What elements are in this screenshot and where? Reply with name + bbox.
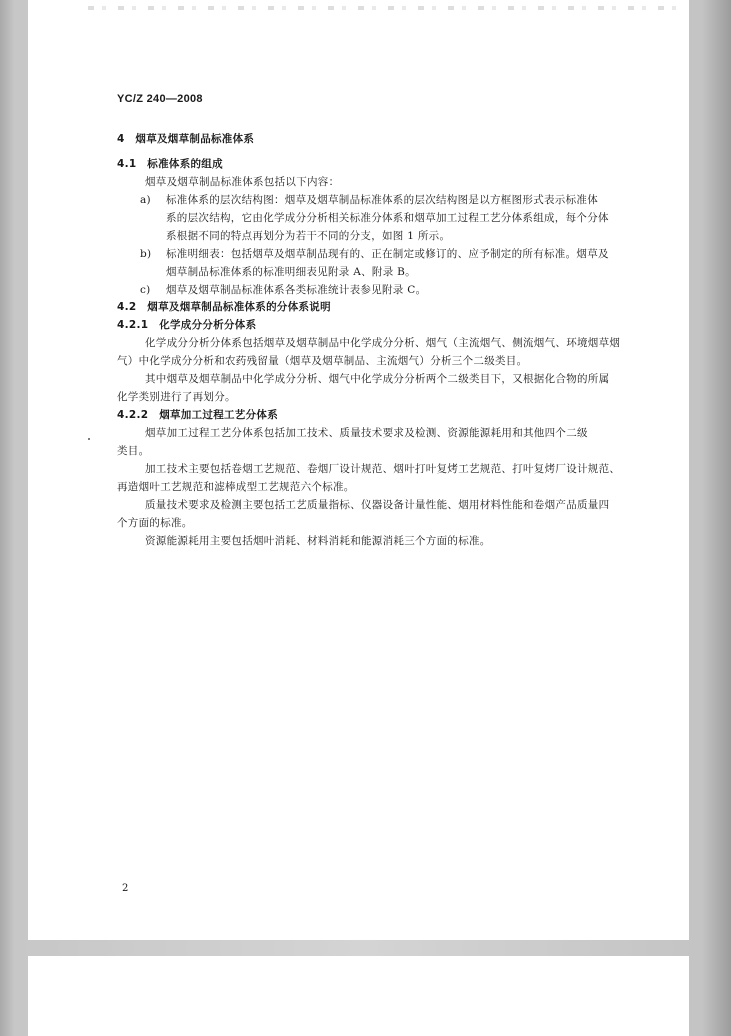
list-item-b-line2: 烟草制品标准体系的标准明细表见附录 A、附录 B。	[166, 266, 416, 278]
paragraph-4-2-2-p4-line1: 资源能源耗用主要包括烟叶消耗、材料消耗和能源消耗三个方面的标准。	[145, 535, 491, 547]
section-4-2-heading: 4.2 烟草及烟草制品标准体系的分体系说明	[117, 301, 331, 313]
paragraph-4-2-1-p1-line1: 化学成分分析分体系包括烟草及烟草制品中化学成分分析、烟气（主流烟气、侧流烟气、环境烟草烟	[145, 337, 621, 349]
paragraph-4-2-1-p1-line2: 气）中化学成分分析和农药残留量（烟草及烟草制品、主流烟气）分析三个二级类目。	[117, 355, 528, 367]
scan-speck	[88, 438, 90, 440]
list-item-b-line1: 标准明细表：包括烟草及烟草制品现有的、正在制定或修订的、应予制定的所有标准。烟草及	[166, 248, 609, 260]
paragraph-4-2-2-p2-line2: 再造烟叶工艺规范和滤棒成型工艺规范六个标准。	[117, 481, 355, 493]
paragraph-4-2-1-p2-line2: 化学类别进行了再划分。	[117, 391, 236, 403]
section-4-2-1-heading: 4.2.1 化学成分分析分体系	[117, 319, 257, 331]
standard-code: YC/Z 240—2008	[117, 93, 203, 105]
section-4-heading: 4 烟草及烟草制品标准体系	[117, 133, 255, 145]
list-marker-b: b)	[140, 248, 152, 260]
list-item-a-line1: 标准体系的层次结构图：烟草及烟草制品标准体系的层次结构图是以方框图形式表示标准体	[166, 194, 598, 206]
next-page-preview	[28, 956, 689, 1036]
list-marker-c: c)	[140, 284, 151, 296]
list-item-c-line1: 烟草及烟草制品标准体系各类标准统计表参见附录 C。	[166, 284, 427, 296]
list-marker-a: a)	[140, 194, 151, 206]
paragraph-4-2-2-p3-line2: 个方面的标准。	[117, 517, 193, 529]
paragraph-4-2-2-p1-line2: 类目。	[117, 445, 150, 457]
paragraph-4-2-1-p2-line1: 其中烟草及烟草制品中化学成分分析、烟气中化学成分分析两个二级类目下，又根据化合物的所属	[145, 373, 610, 385]
scan-artifact	[88, 6, 688, 10]
paragraph-intro: 烟草及烟草制品标准体系包括以下内容：	[145, 176, 340, 188]
paragraph-4-2-2-p2-line1: 加工技术主要包括卷烟工艺规范、卷烟厂设计规范、烟叶打叶复烤工艺规范、打叶复烤厂设计规范、	[145, 463, 621, 475]
section-4-2-2-heading: 4.2.2 烟草加工过程工艺分体系	[117, 409, 278, 421]
document-page	[28, 0, 689, 940]
page-number: 2	[122, 883, 129, 894]
paragraph-4-2-2-p1-line1: 烟草加工过程工艺分体系包括加工技术、质量技术要求及检测、资源能源耗用和其他四个二级	[145, 427, 588, 439]
section-4-1-heading: 4.1 标准体系的组成	[117, 158, 223, 170]
list-item-a-line2: 系的层次结构，它由化学成分分析相关标准分体系和烟草加工过程工艺分体系组成，每个分体	[166, 212, 609, 224]
list-item-a-line3: 系根据不同的特点再划分为若干不同的分支，如图 1 所示。	[166, 230, 451, 242]
paragraph-4-2-2-p3-line1: 质量技术要求及检测主要包括工艺质量指标、仪器设备计量性能、烟用材料性能和卷烟产品质量四	[145, 499, 610, 511]
